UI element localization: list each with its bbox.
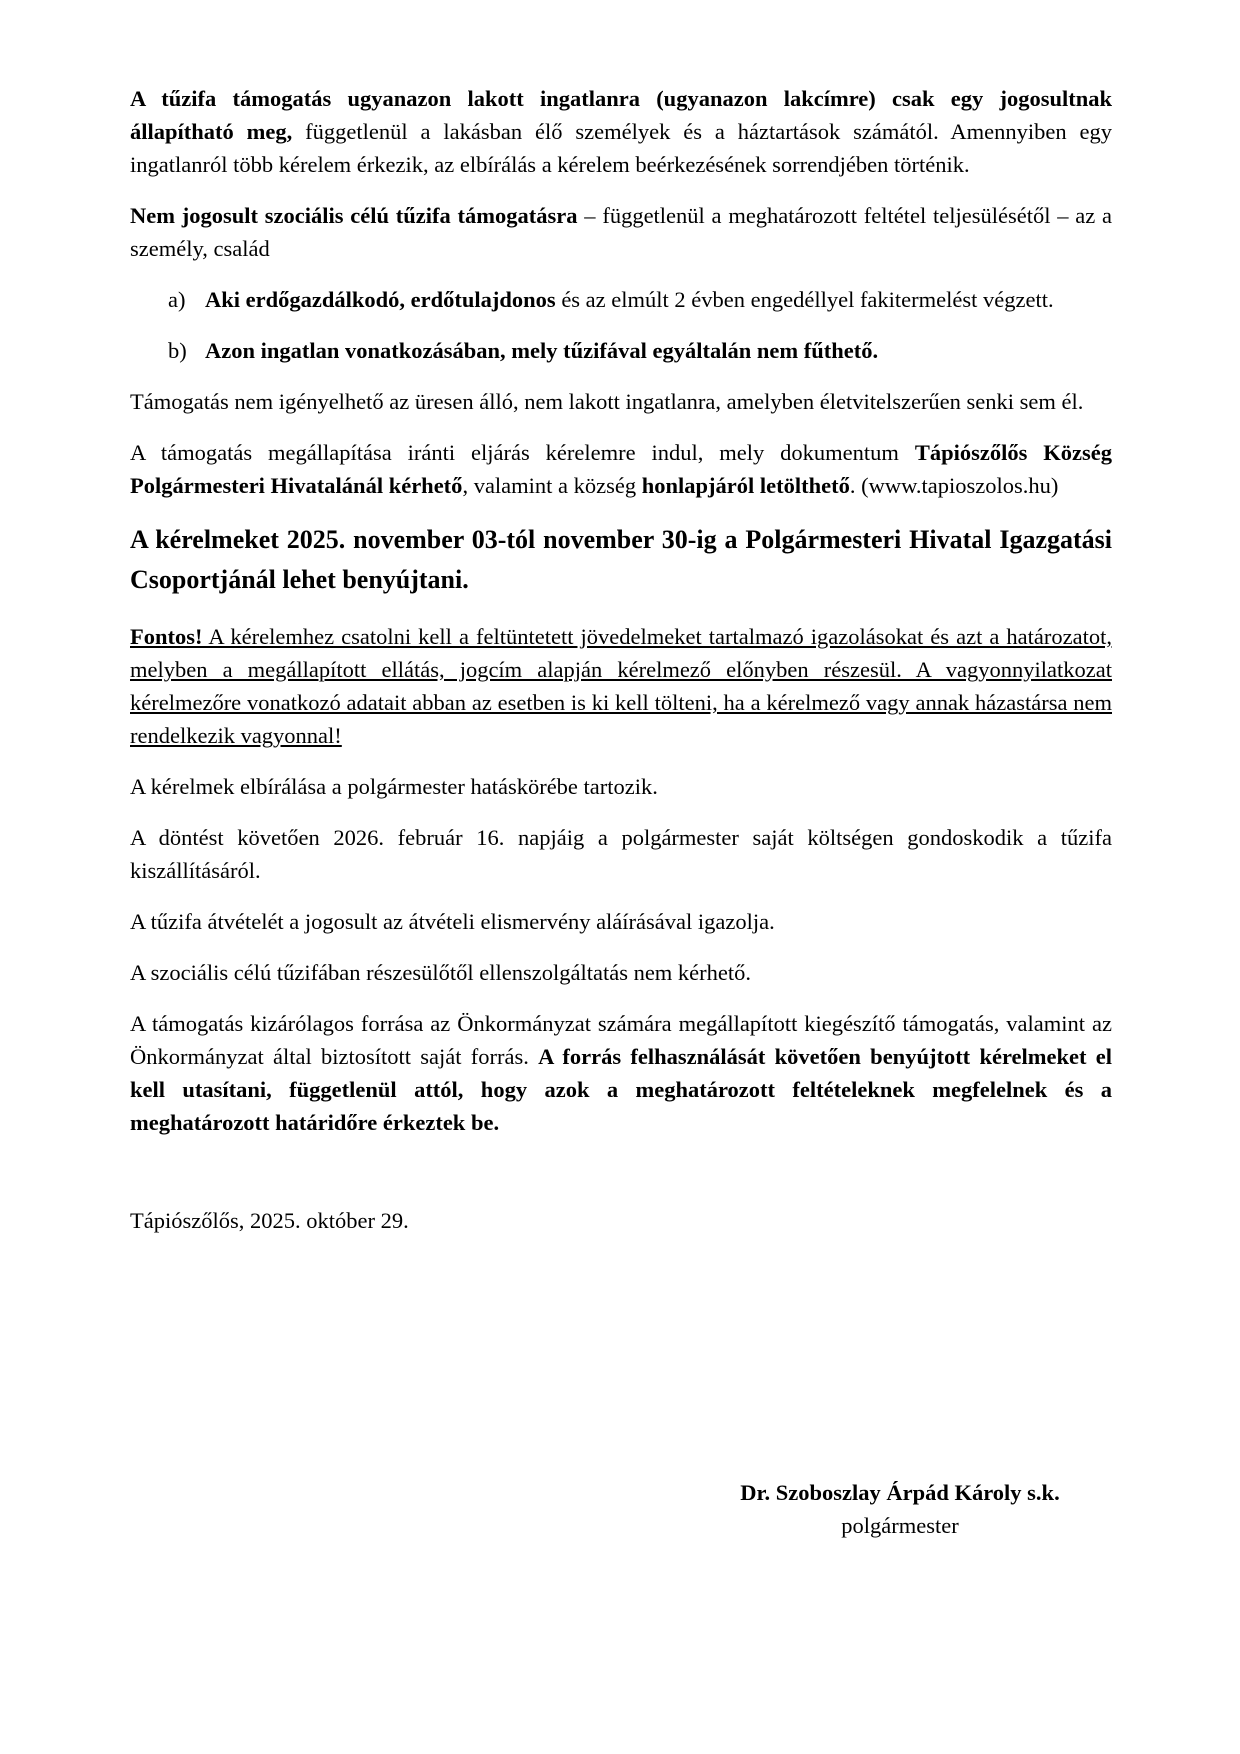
bold-text: Azon ingatlan vonatkozásában, mely tűzifával egyáltalán nem fűthető. (205, 338, 879, 363)
bold-text: honlapjáról letölthető (641, 473, 850, 498)
paragraph-text: – függetlenül a meghatározott feltétel teljesülésétől – az a személy, család (130, 203, 1112, 261)
bold-text: Nem jogosult szociális célú tűzifa támogatásra (130, 203, 578, 228)
paragraph-receipt: A tűzifa átvételét a jogosult az átvételi elismervény aláírásával igazolja. (130, 909, 775, 934)
paragraph-no-compensation: A szociális célú tűzifában részesülőtől ellenszolgáltatás nem kérhető. (130, 960, 752, 985)
list-item-a (168, 283, 1112, 316)
bold-text: Aki erdőgazdálkodó, erdőtulajdonos (205, 287, 556, 312)
paragraph-text: függetlenül a lakásban élő személyek és a háztartások számától. Amennyiben egy ingatlanról több kérelem érkezik, az elbírálás a kérelem beérkezésének sorrendjében történik. (130, 119, 1113, 177)
list-item-text (205, 283, 1112, 316)
important-notice (130, 620, 1112, 752)
bold-text: Tápiószőlős Község Polgármesteri Hivatalánál kérhető (130, 440, 1112, 498)
bold-text: A tűzifa támogatás ugyanazon lakott ingatlanra (ugyanazon lakcímre) csak egy jogosultnak állapítható meg, (130, 86, 1112, 144)
list-marker: b) (168, 338, 187, 363)
list-item-b (168, 334, 1112, 367)
paragraph-decision-authority: A kérelmek elbírálása a polgármester hatáskörébe tartozik. (130, 774, 658, 799)
date-line: Tápiószőlős, 2025. október 29. (130, 1208, 409, 1233)
list-marker: a) (168, 287, 186, 312)
paragraph-text: A támogatás kizárólagos forrása az Önkormányzat számára megállapított kiegészítő támogatás, valamint az Önkormányzat által biztosított saját forrás. (130, 1011, 1112, 1069)
paragraph-text: és az elmúlt 2 évben engedéllyel fakitermelést végzett. (555, 287, 1054, 312)
paragraph-empty-property: Támogatás nem igényelhető az üresen álló, nem lakott ingatlanra, amelyben életvitelszerűen senki sem él. (130, 389, 1084, 414)
bold-text: Fontos! (130, 624, 203, 649)
signatory-name: Dr. Szoboszlay Árpád Károly s.k. (740, 1480, 1060, 1505)
paragraph-funding-source (130, 1007, 1112, 1139)
signatory-title: polgármester (841, 1513, 959, 1538)
signature-block (720, 1476, 1080, 1542)
list-item-text (205, 334, 1112, 367)
paragraph-text: . (www.tapioszolos.hu) (849, 473, 1059, 498)
bold-text: A forrás felhasználását követően benyújtott kérelmeket el kell utasítani, függetlenül attól, hogy azok a meghatározott feltételeknek megfelelnek és a meghatározott határidőre érkeztek be. (130, 1044, 1112, 1135)
document-page (130, 82, 1112, 1237)
paragraph-text: , valamint a község (462, 473, 642, 498)
deadline-heading: A kérelmeket 2025. november 03-tól november 30-ig a Polgármesteri Hivatal Igazgatási Csoportjánál lehet benyújtani. (130, 525, 1112, 594)
paragraph-delivery: A döntést követően 2026. február 16. napjáig a polgármester saját költségen gondoskodik a tűzifa kiszállításáról. (130, 825, 1112, 883)
paragraph-procedure (130, 436, 1112, 502)
paragraph-not-eligible (130, 199, 1112, 265)
paragraph-eligibility (130, 82, 1112, 181)
paragraph-text: A kérelemhez csatolni kell a feltüntetett jövedelmeket tartalmazó igazolásokat és azt a határozatot, melyben a megállapított ellátás, jogcím alapján kérelmező előnyben részesül. A vagyonnyilatkozat kérelmezőre vonatkozó adatait abban az esetben is ki kell tölteni, ha a kérelmező vagy annak házastársa nem rendelkezik vagyonnal! (130, 624, 1112, 748)
paragraph-text: A támogatás megállapítása iránti eljárás kérelemre indul, mely dokumentum (130, 440, 915, 465)
